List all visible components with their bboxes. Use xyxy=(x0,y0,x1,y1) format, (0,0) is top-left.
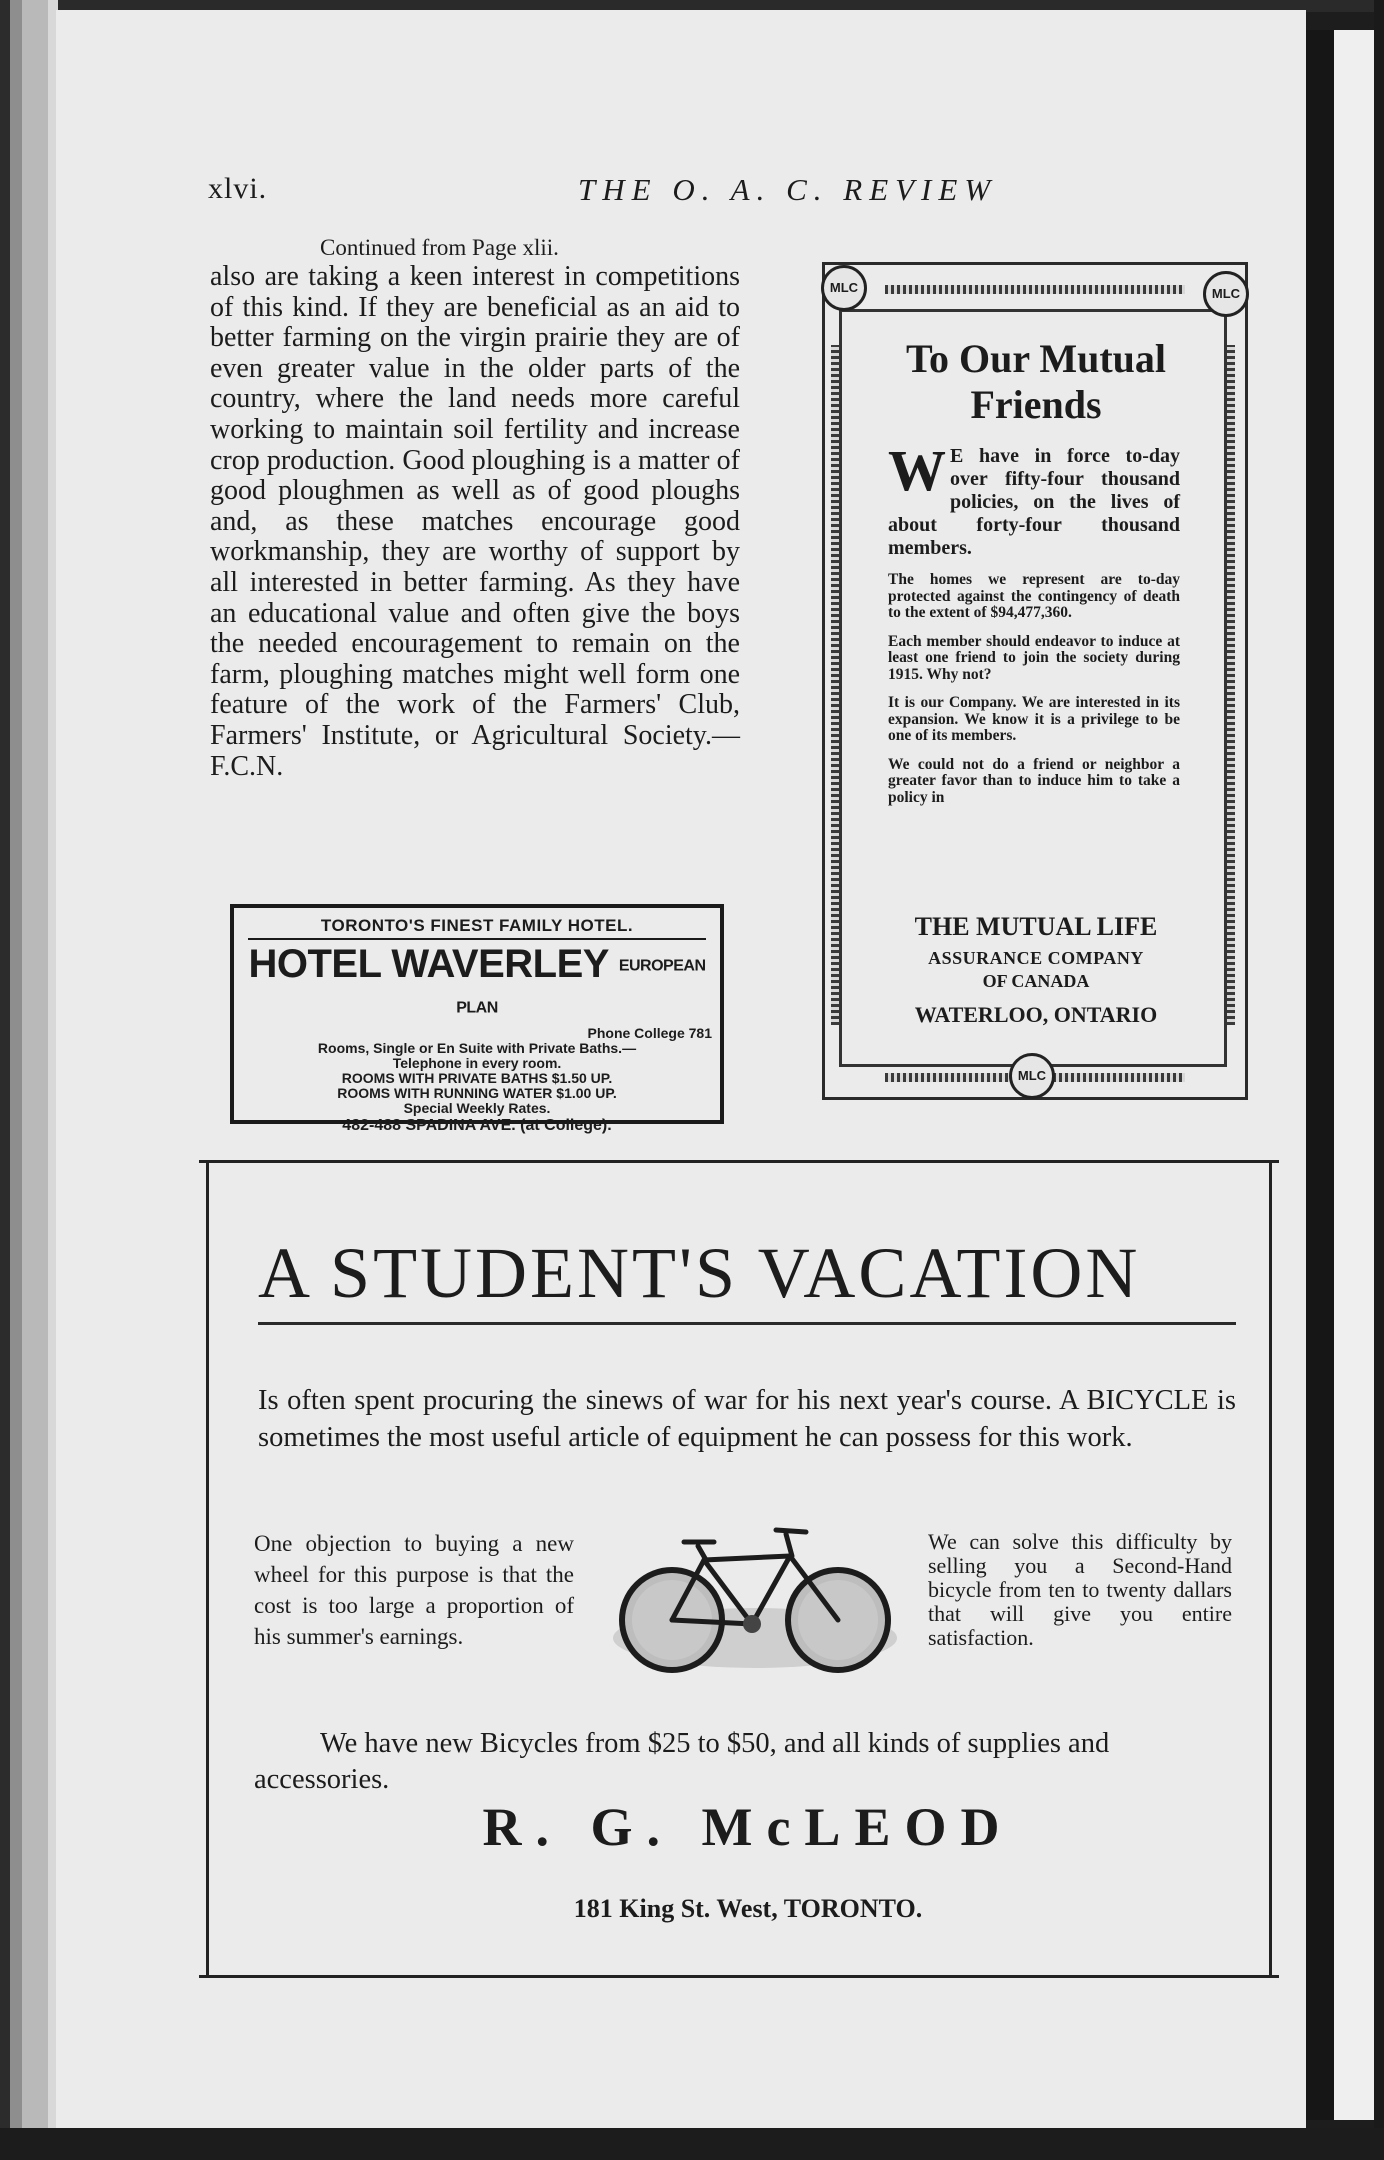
hotel-name: HOTEL WAVERLEY xyxy=(248,942,609,986)
hotel-rooms: Rooms, Single or En Suite with Private Baths.— xyxy=(317,1039,637,1056)
book-spine xyxy=(0,0,58,2160)
hotel-tagline: TORONTO'S FINEST FAMILY HOTEL. xyxy=(248,916,706,940)
mutual-title: To Our Mutual Friends xyxy=(905,336,1167,427)
scan-bottom-edge xyxy=(0,2128,1384,2160)
hotel-waverley-ad xyxy=(230,904,724,1134)
company-name: THE MUTUAL LIFE xyxy=(914,912,1158,941)
mutual-lead-text: E have in force to-day over fifty-four thousand policies, on the lives of about forty-four thousand members. xyxy=(888,445,1180,559)
hotel-plan: EUROPEAN PLAN xyxy=(456,957,706,1017)
next-page-strip xyxy=(1334,30,1374,2120)
hotel-rate-running: ROOMS WITH RUNNING WATER $1.00 UP. xyxy=(337,1084,617,1101)
frame-bottom-rule xyxy=(199,1975,1279,1978)
border-ornament-top xyxy=(885,285,1185,294)
hotel-weekly: Special Weekly Rates. xyxy=(403,1099,551,1116)
company-sub-2: OF CANADA xyxy=(982,971,1090,991)
title-rule xyxy=(258,1322,1236,1325)
bicycle-ad-title: A STUDENT'S VACATION xyxy=(258,1233,1141,1313)
merchant-address: 181 King St. West, TORONTO. xyxy=(573,1894,923,1923)
border-ornament-right xyxy=(1227,345,1235,1025)
mutual-body xyxy=(888,438,1180,806)
bicycle-ad-right: We can solve this difficulty by selling you a Second-Hand bicycle from ten to twenty dallars that will give you entire satisfaction. xyxy=(928,1529,1232,1650)
hotel-address: 482-488 SPADINA AVE. (at College). xyxy=(342,1116,612,1134)
running-title: THE O. A. C. REVIEW xyxy=(578,172,998,207)
bicycle-illustration-icon xyxy=(610,1520,900,1680)
mutual-para-1: The homes we represent are to-day protected against the contingency of death to the extent of $94,477,360. xyxy=(888,571,1180,621)
mlc-seal-icon: MLC xyxy=(1203,271,1249,317)
merchant-name: R. G. McLEOD xyxy=(482,1797,1014,1857)
bicycle-ad-prices: We have new Bicycles from $25 to $50, and all kinds of supplies and accessories. xyxy=(254,1728,1110,1795)
drop-cap: W xyxy=(888,438,946,503)
page-number: xlvi. xyxy=(208,172,268,205)
mutual-para-4: We could not do a friend or neighbor a greater favor than to induce him to take a policy in xyxy=(888,755,1180,806)
company-location: WATERLOO, ONTARIO xyxy=(914,1002,1158,1027)
mutual-para-3: It is our Company. We are interested in its expansion. We know it is a privilege to be one of its members. xyxy=(888,694,1180,744)
mlc-seal-icon: MLC xyxy=(1009,1053,1055,1099)
border-ornament-left xyxy=(831,345,839,1025)
scan-right-margin xyxy=(1374,0,1384,2160)
article-text: also are taking a keen interest in competitions of this kind. If they are beneficial as an aid to better farming on the virgin prairie they are of even greater value in the older parts of the country, where the land needs more careful working to maintain soil fertility and increase crop production. Good ploughing is a matter of good ploughmen as well as of good ploughs and, as these matches encourage good workmanship, they are worthy of support by all interested in better farming. As they have an educational value and often give the boys the needed encouragement to remain on the farm, ploughing matches might well form one feature of the work of the Farmers' Club, Farmers' Institute, or Agricultural Society.—F.C.N. xyxy=(210,261,740,782)
hotel-name-row xyxy=(234,944,720,1029)
company-sub: ASSURANCE COMPANY xyxy=(928,948,1144,968)
frame-top-rule xyxy=(199,1160,1279,1163)
bicycle-ad-left: One objection to buying a new wheel for this purpose is that the cost is too large a proportion of his summer's earnings. xyxy=(254,1531,574,1649)
continued-note: Continued from Page xlii. xyxy=(320,235,559,260)
mutual-para-2: Each member should endeavor to induce at least one friend to join the society during 1915. Why not? xyxy=(888,632,1180,683)
hotel-rate-private: ROOMS WITH PRIVATE BATHS $1.50 UP. xyxy=(341,1069,613,1086)
mutual-lead xyxy=(888,438,1180,560)
bicycle-ad-intro: Is often spent procuring the sinews of war for his next year's course. A BICYCLE is sometimes the most useful article of equipment he can possess for this work. xyxy=(258,1385,1236,1453)
mutual-company-block xyxy=(856,912,1216,1028)
hotel-telephone: Telephone in every room. xyxy=(392,1054,562,1071)
hotel-phone: Phone College 781 xyxy=(587,1024,712,1041)
mlc-seal-icon: MLC xyxy=(821,265,867,311)
